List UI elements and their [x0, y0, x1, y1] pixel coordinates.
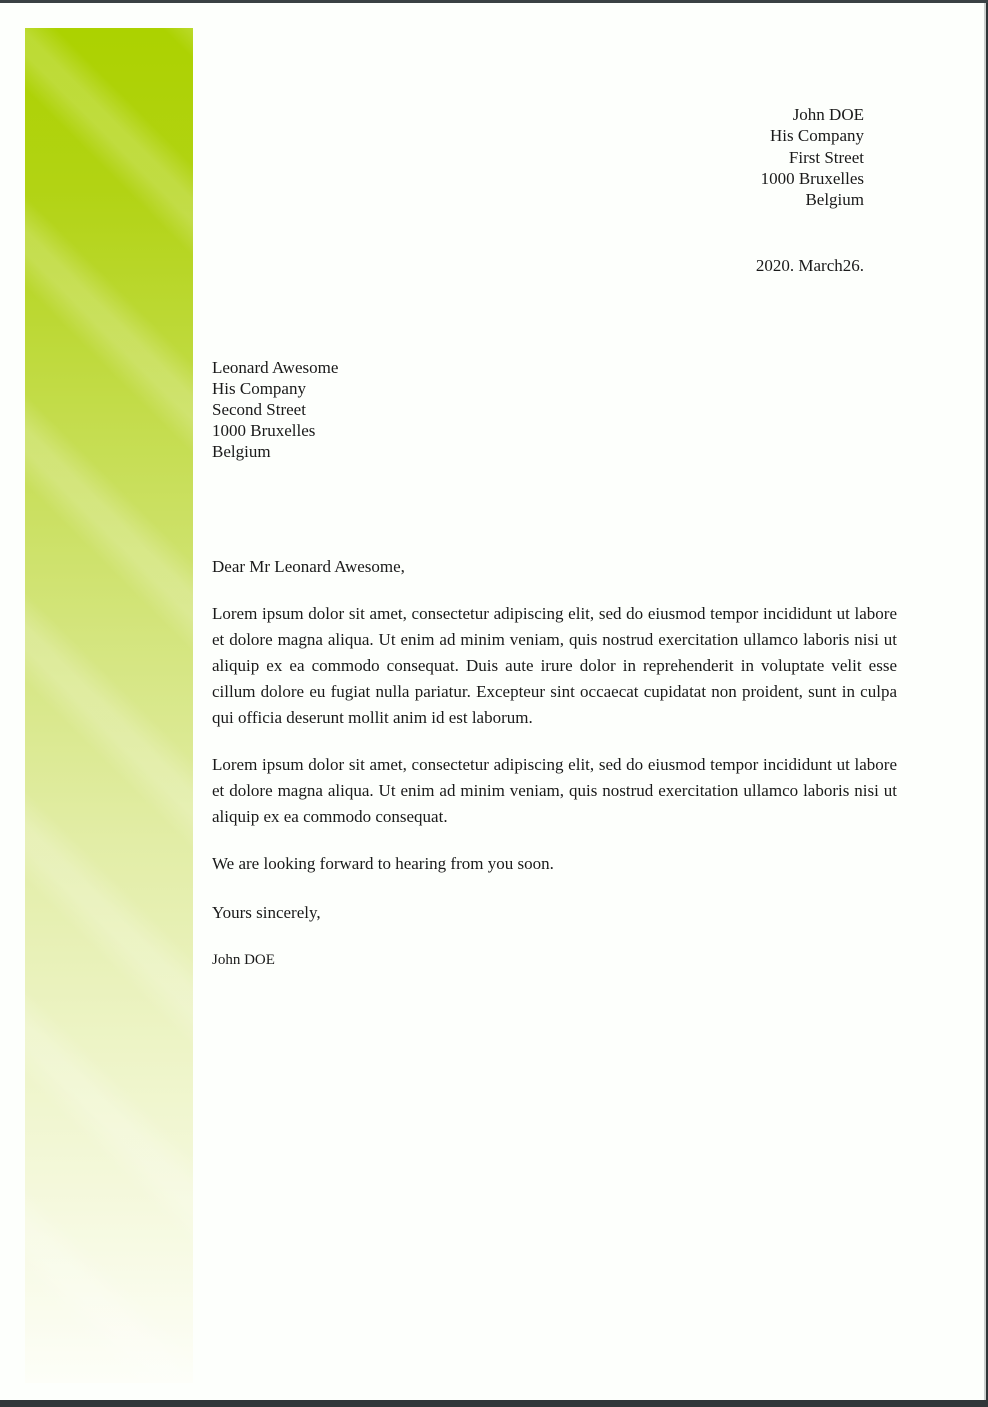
recipient-country: Belgium	[212, 442, 271, 461]
letter-date: 2020. March26.	[755, 256, 864, 275]
recipient-name: Leonard Awesome	[212, 358, 339, 377]
sender-country: Belgium	[805, 190, 864, 210]
sender-name: John DOE	[792, 105, 864, 124]
recipient-block	[212, 357, 338, 462]
body-paragraph-1: Lorem ipsum dolor sit amet, consectetur adipiscing elit, sed do eiusmod tempor incididunt ut labore et dolore magna aliqua. Ut enim ad minim veniam, quis nostrud exercitation ullamco laboris nisi ut aliquip ex ea commodo consequat. Duis aute irure dolor in reprehenderit in voluptate velit esse cillum dolore eu fugiat nulla pariatur. Excepteur sint occaecat cupidatat non proident, sunt in culpa qui officia deserunt mollit anim id est laborum.	[212, 604, 897, 727]
valediction: Yours sincerely,	[212, 903, 321, 922]
viewer-top-edge	[0, 0, 988, 3]
sender-block	[761, 104, 864, 210]
sender-street: First Street	[788, 147, 864, 167]
sender-company: His Company	[770, 126, 864, 146]
body-paragraph-2: Lorem ipsum dolor sit amet, consectetur adipiscing elit, sed do eiusmod tempor incididunt ut labore et dolore magna aliqua. Ut enim ad minim veniam, quis nostrud exercitation ullamco laboris nisi ut aliquip ex ea commodo consequat.	[212, 755, 897, 826]
closing-line: We are looking forward to hearing from you soon.	[212, 854, 554, 873]
recipient-street: Second Street	[212, 400, 306, 419]
sender-city: 1000 Bruxelles	[760, 168, 864, 188]
recipient-company: His Company	[212, 379, 306, 398]
recipient-city: 1000 Bruxelles	[212, 421, 316, 440]
letter-page	[0, 3, 986, 1400]
salutation: Dear Mr Leonard Awesome,	[212, 557, 405, 576]
decorative-green-gradient-bar	[25, 28, 193, 1383]
viewer-bottom-edge	[0, 1400, 988, 1407]
signature-name: John DOE	[212, 952, 275, 968]
